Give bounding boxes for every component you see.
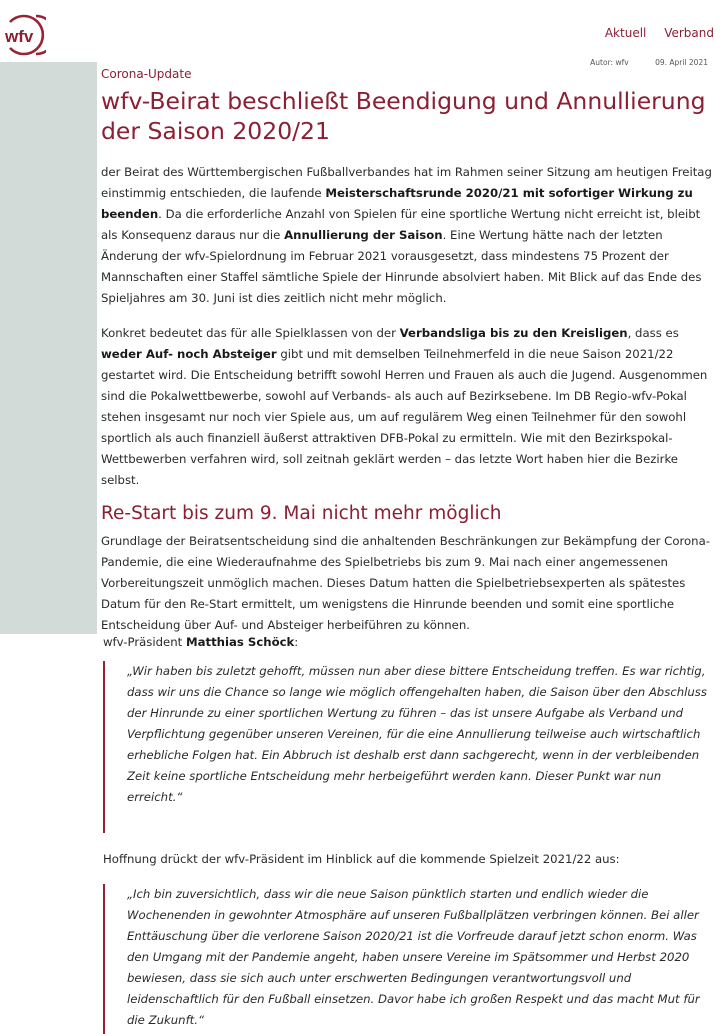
speaker-line: wfv-Präsident Matthias Schöck: [103,635,299,649]
left-decor-strip [0,62,97,634]
paragraph-2: Konkret bedeutet das für alle Spielklassen von der Verbandsliga bis zu den Kreisligen, dass es weder Auf- noch Absteiger gibt und mit demselben Teilnehmerfeld in die neue Saison 2021/22 gestartet wird. Die Entscheidung betrifft sowohl Herren und Frauen als auch die Jugend. Ausgenommen sind die Pokalwettbewerbe, sowohl auf Verbands- als auch auf Bezirksebene. Im DB Regio-wfv-Pokal stehen insgesamt nur noch vier Spiele aus, um auf regulärem Weg einen Teilnehmer für den sowohl sportlich als auch finanziell äußerst attraktiven DFB-Pokal zu ermitteln. Wie mit den Bezirkspokal-Wettbewerben verfahren wird, soll zeitnah geklärt werden – das letzte Wort haben hier die Bezirke selbst. [101,326,708,487]
quote-1: „Wir haben bis zuletzt gehofft, müssen nun aber diese bittere Entscheidung treffen. Es war richtig, dass wir uns die Chance so lange wie möglich offengehalten haben, die Saison über den Abschluss der Hinrunde zu einer sportlichen Wertung zu führen – das ist unsere Aufgabe als Verband und Verpflichtung gegenüber unseren Vereinen, für die eine Annullierung teilweise auch wirtschaftlich erhebliche Folgen hat. Ein Abbruch ist deshalb erst dann sachgerecht, wenn in der verbleibenden Zeit keine sportliche Entscheidung mehr herbeigeführt werden kann. Dieser Punkt war nun erreicht.“ [103,661,717,833]
top-nav [591,26,714,40]
publish-date: 09. April 2021 [655,58,708,67]
wfv-logo[interactable] [2,12,46,58]
quotes-section [101,632,717,1034]
quote-2: „Ich bin zuversichtlich, dass wir die neue Saison pünktlich starten und endlich wieder die Wochenenden in gewohnter Atmosphäre auf unseren Fußballplätzen verbringen können. Bei aller Enttäuschung über die verlorene Saison 2020/21 ist die Vorfreude darauf jetzt schon enorm. Was den Umgang mit der Pandemie angeht, haben unsere Vereine im Spätsommer und Herbst 2020 bewiesen, dass sie sich auch unter erschwerten Bedingungen verantwortungsvoll und leidenschaftlich für den Fußball einsetzen. Davor habe ich großen Respekt und das macht Mut für die Zukunft.“ [103,884,717,1034]
paragraph-1: der Beirat des Württembergischen Fußballverbandes hat im Rahmen seiner Sitzung am heutigen Freitag einstimmig entschieden, die laufende Meisterschaftsrunde 2020/21 mit sofortiger Wirkung zu beenden. Da die erforderliche Anzahl von Spielen für eine sportliche Wertung nicht erreicht ist, bleibt als Konsequenz daraus nur die Annullierung der Saison. Eine Wertung hätte nach der letzten Änderung der wfv-Spielordnung im Februar 2021 vorausgesetzt, dass mindestens 75 Prozent der Mannschaften einer Staffel sämtliche Spiele der Hinrunde absolviert haben. Mit Blick auf das Ende des Spieljahres am 30. Juni ist dies zeitlich nicht mehr möglich. [101,165,712,305]
paragraph-3: Grundlage der Beiratsentscheidung sind die anhaltenden Beschränkungen zur Bekämpfung der Corona-Pandemie, die eine Wiederaufnahme des Spielbetriebs bis zum 9. Mai nach einer angemessenen Vorbereitungszeit unmöglich machen. Dieses Datum hatten die Spielbetriebsexperten als spätestes Datum für den Re-Start ermittelt, um wenigstens die Hinrunde beenden und somit eine sportliche Entscheidung über Auf- und Absteiger herbeiführen zu können. [101,534,710,632]
section-heading: Re-Start bis zum 9. Mai nicht mehr möglich [101,503,502,524]
article-title: wfv-Beirat beschließt Beendigung und Annullierung der Saison 2020/21 [101,87,706,145]
nav-aktuell[interactable]: Aktuell [604,26,647,40]
author: Autor: wfv [590,58,629,67]
intro-line-2: Hoffnung drückt der wfv-Präsident im Hinblick auf die kommende Spielzeit 2021/22 aus: [103,852,620,866]
nav-verband[interactable]: Verband [664,26,714,40]
article-body [101,66,717,636]
kicker: Corona-Update [101,67,192,81]
logo-text: wfv [5,27,34,46]
